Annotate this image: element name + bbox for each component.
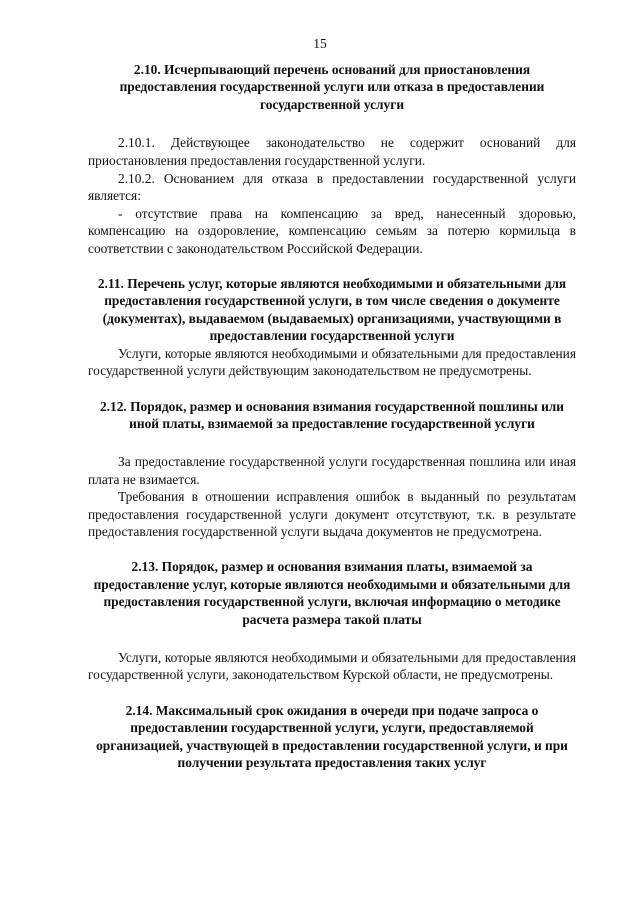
section-2-10-1-paragraph: 2.10.1. Действующее законодательство не содержит оснований для приостановления предоставления государственной услуги. — [88, 135, 576, 168]
section-2-13-paragraph: Услуги, которые являются необходимыми и обязательными для предоставления государственной услуги, законодательством Курской области, не предусмотрены. — [88, 649, 576, 683]
section-2-14-heading: 2.14. Максимальный срок ожидания в очереди при подаче запроса о предоставлении государственной услуги, услуги, предоставляемой организацией, участвующей в предоставлении государственной услуги, и при получении результата предоставления таких услуг — [96, 702, 568, 770]
section-2-12-paragraph-corrections: Требования в отношении исправления ошибок в выданный по результатам предоставления государственной услуги документ отсутствуют, т.к. в результате предоставления государственной услуги выдача документов не предусмотрена. — [88, 489, 576, 539]
section-2-11-paragraph: Услуги, которые являются необходимыми и обязательными для предоставления государственной услуги действующим законодательством не предусмотрены. — [88, 345, 576, 379]
page-content — [88, 61, 576, 771]
refusal-reason-item: - отсутствие права на компенсацию за вред, нанесенный здоровью, компенсацию на оздоровление, компенсацию семьям за потерю кормильца в соответствии с законодательством Российской Федерации. — [88, 205, 576, 256]
section-2-12-paragraph-fee: За предоставление государственной услуги государственная пошлина или иная плата не взимается. — [88, 454, 576, 487]
section-2-12-heading: 2.12. Порядок, размер и основания взимания государственной пошлины или иной платы, взимаемой за предоставление государственной услуги — [99, 398, 565, 431]
section-2-11-heading: 2.11. Перечень услуг, которые являются необходимыми и обязательными для предоставления государственной услуги, в том числе сведения о документе (документах), выдаваемом (выдаваемых) организациями, участвующими в предоставлении государственной услуги — [97, 276, 567, 344]
section-2-10-heading: 2.10. Исчерпывающий перечень оснований для приостановления предоставления государственной услуги или отказа в предоставлении государственной услуги — [119, 62, 545, 112]
page-number: 15 — [313, 36, 327, 51]
section-2-13-heading: 2.13. Порядок, размер и основания взимания платы, взимаемой за предоставление услуг, которые являются необходимыми и обязательными для предоставления государственной услуги, включая информацию о методике расчета размера такой платы — [93, 559, 571, 627]
section-2-10-2-paragraph: 2.10.2. Основанием для отказа в предоставлении государственной услуги является: — [88, 171, 576, 204]
